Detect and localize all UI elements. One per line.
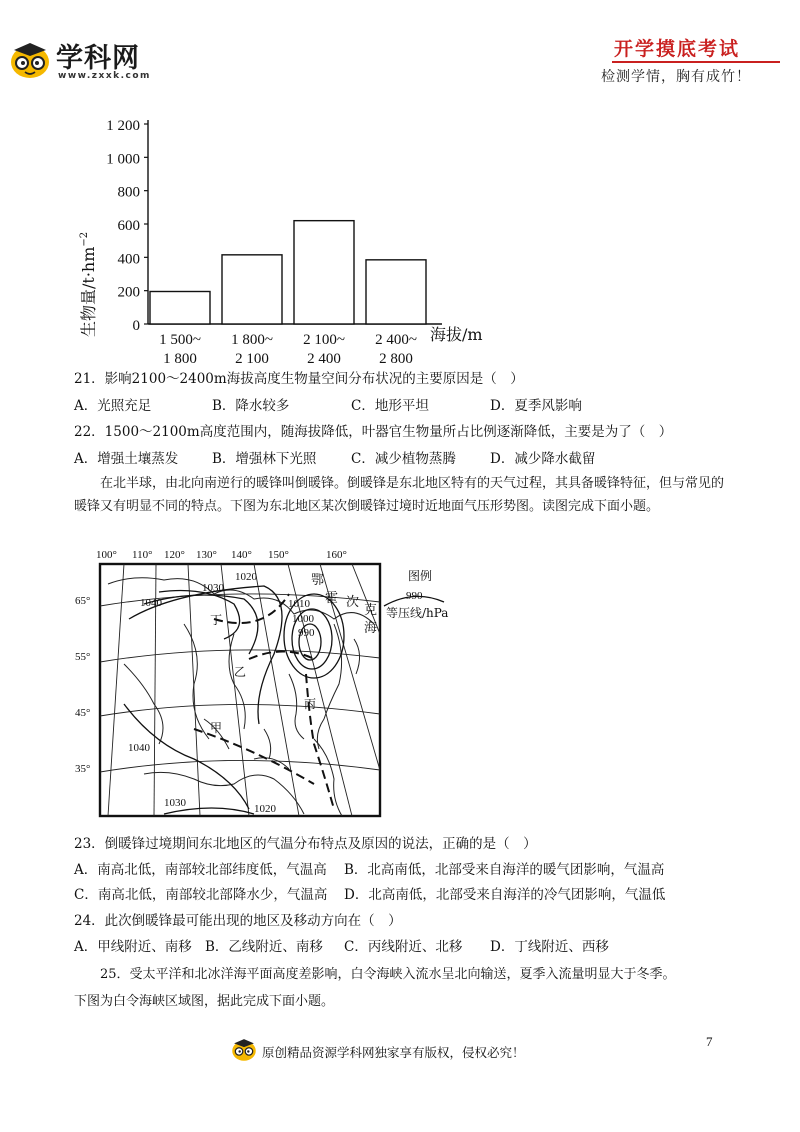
slogan: 检测学情，胸有成竹！ [601,69,751,85]
y-tick-label: 1 000 [106,151,140,168]
place-char: 鄂 [311,573,325,588]
y-tick-label: 800 [117,184,140,201]
isobar-label: 1000 [292,613,314,625]
x-tick-label: 2 800 [379,351,413,367]
y-tick-label: 1 200 [106,118,140,134]
place-char: 克 [364,603,378,618]
copyright-notice: 原创精品资源学科网独家享有版权，侵权必究！ [262,1045,525,1060]
footer-mascot-icon [230,1036,258,1062]
question-24: 24．此次倒暖锋最可能出现的地区及移动方向在（ ） [74,913,402,929]
line-label-bing: 丙 [304,697,317,711]
lon-label: 110° [132,549,153,561]
isobar-label: 1020 [254,803,276,815]
line-label-yi: 乙 [234,665,247,679]
chart-ylabel: 生物量$/t\cdot hm^{-2}$ [79,231,98,337]
x-tick-label: 2 400 [307,351,341,367]
q22-option-b: B．增强林下光照 [212,451,317,467]
legend-value: 990 [406,590,423,602]
q23-option-c: C．南高北低，南部较北部降水少，气温高 [74,887,328,903]
q22-option-a: A．增强土壤蒸发 [74,451,179,467]
place-char: 霍 [325,591,339,606]
lon-label: 140° [231,549,252,561]
isobar-label: 1030 [164,797,186,809]
map-legend [384,568,448,620]
q21-option-b: B．降水较多 [212,398,290,414]
line-label-jia: 甲 [210,721,223,735]
logo-text: 学科网 [56,43,140,74]
logo-mascot-icon [8,38,52,80]
q23-option-d: D．北高南低，北部受来自海洋的冷气团影响，气温低 [344,887,666,903]
legend-title: 图例 [408,569,433,583]
q24-option-b: B．乙线附近、南移 [205,939,323,955]
lon-label: 160° [326,549,347,561]
q23-option-a: A．南高北低，南部较北部纬度低，气温高 [74,862,327,878]
lon-label: 130° [196,549,217,561]
q24-option-a: A．甲线附近、南移 [74,939,192,955]
question-25-line1: 25．受太平洋和北冰洋海平面高度差影响，白令海峡入流水呈北向输送，夏季入流量明显大于冬季。 [100,967,676,982]
question-23: 23．倒暖锋过境期间东北地区的气温分布特点及原因的说法，正确的是（ ） [74,836,537,852]
bar [222,255,282,324]
q23-option-b: B．北高南低，北部受来自海洋的暖气团影响，气温高 [344,862,665,878]
logo-url: www.zxxk.com [58,71,151,81]
lat-label: 45° [75,707,91,719]
q21-option-c: C．地形平坦 [351,398,429,414]
lon-label: 100° [96,549,117,561]
bar [294,221,354,324]
bar [366,260,426,324]
line-label-ding: 丁 [210,613,223,627]
biomass-bar-chart [70,112,510,367]
y-tick-label: 200 [117,284,140,301]
x-tick-label: 2 400~ [375,332,417,348]
question-22: 22．1500～2100m高度范围内，随海拔降低，叶器官生物量所占比例逐渐降低，主要是为了（ ） [74,424,673,440]
x-tick-label: 2 100~ [303,332,345,348]
isobar-label: 1040 [128,742,150,754]
bar [150,292,210,325]
y-tick-label: 600 [117,218,140,234]
place-char: 次 [346,595,360,610]
passage-warm-front: 在北半球，由北向南逆行的暖锋叫倒暖锋。倒暖锋是东北地区特有的天气过程，其具备暖锋特征，但与常见的暖锋又有明显不同的特点。下图为东北地区某次倒暖锋过境时近地面气压形势图。读图完成下面小题。 [74,476,725,514]
y-tick-label: 400 [117,251,140,268]
chart-tick-labels [106,118,417,367]
banner-underline [612,61,780,63]
q21-option-a: A．光照充足 [74,398,152,414]
isobar-label: 1010 [288,598,310,610]
place-char: 海 [364,621,378,636]
q21-option-d: D．夏季风影响 [490,398,582,414]
x-tick-label: 2 100 [235,351,269,367]
q22-option-c: C．减少植物蒸腾 [351,451,456,467]
isobar-label: 1040 [140,597,162,609]
page-number: 7 [706,1034,713,1049]
q24-option-d: D．丁线附近、西移 [490,939,609,955]
x-tick-label: 1 800 [163,351,197,367]
exam-banner: 开学摸底考试 [614,38,741,60]
q22-option-d: D．减少降水截留 [490,451,596,467]
isobar-label: 1030 [202,582,224,594]
chart-bars [150,221,426,324]
y-tick-label: 0 [132,318,140,334]
lat-label: 65° [75,595,91,607]
lat-label: 55° [75,651,91,663]
chart-xlabel: 海拔/m [430,325,483,344]
question-25-line2: 下图为白令海峡区域图，据此完成下面小题。 [74,994,335,1009]
q24-option-c: C．丙线附近、北移 [344,939,463,955]
x-tick-label: 1 500~ [159,332,201,348]
lon-label: 150° [268,549,289,561]
lon-label: 120° [164,549,185,561]
x-tick-label: 1 800~ [231,332,273,348]
question-21: 21．影响2100～2400m海拔高度生物量空间分布状况的主要原因是（ ） [74,371,524,387]
header [0,0,800,100]
isobar-label: 1020 [235,571,257,583]
lat-label: 35° [75,763,91,775]
isobar-label: 990 [298,627,315,639]
legend-desc: 等压线/hPa [386,606,449,620]
pressure-map [75,544,484,824]
